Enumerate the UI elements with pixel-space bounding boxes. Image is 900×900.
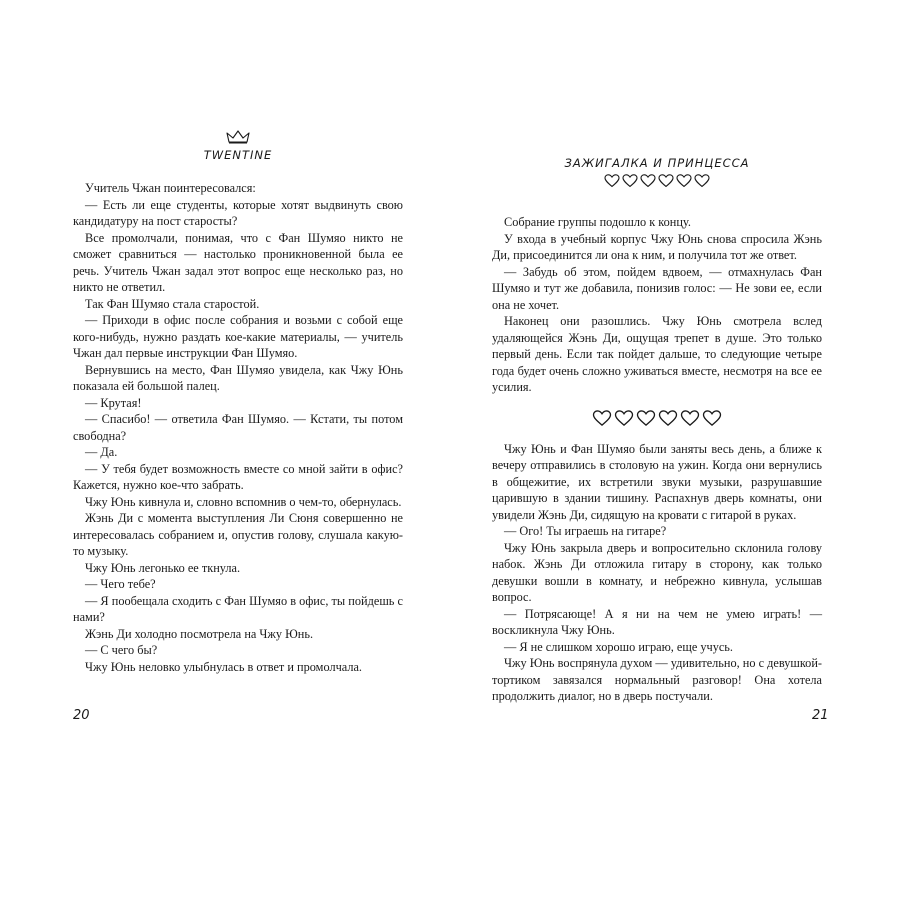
paragraph: Чжу Юнь кивнула и, словно вспомнив о чем-то, обернулась. — [85, 494, 402, 509]
heart-icon — [636, 410, 656, 427]
paragraph: — Забудь об этом, пойдем вдвоем, — отмахнулась Фан Шумяо и тут же добавила, понизив голос: — Не зови ее, если она не хочет. — [492, 264, 822, 312]
paragraph: Жэнь Ди холодно посмотрела на Чжу Юнь. — [85, 626, 314, 641]
page-number-right: 21 — [812, 708, 829, 723]
heart-icon — [614, 410, 634, 427]
heart-icon — [694, 174, 710, 188]
paragraph: Учитель Чжан поинтересовался: — [85, 181, 256, 195]
left-header-title: TWENTINE — [203, 148, 273, 162]
right-body-text-bottom — [492, 441, 822, 705]
heart-icon — [702, 410, 722, 427]
paragraph: Чжу Юнь и Фан Шумяо были заняты весь день, а ближе к вечеру отправились в столовую на ужин. Когда они вернулись в общежитие, их встретили звуки музыки, разрушавшие царившую в здании тишину. Распахнув дверь комнаты, они увидели Жэнь Ди, сидящую на кровати с гитарой в руках. — [492, 441, 822, 522]
paragraph: — Я не слишком хорошо играю, еще учусь. — [504, 639, 733, 654]
heart-icon — [640, 174, 656, 188]
paragraph: — С чего бы? — [85, 643, 158, 657]
paragraph: Вернувшись на место, Фан Шумяо увидела, как Чжу Юнь показала ей большой палец. — [73, 362, 403, 393]
paragraph: — Я пообещала сходить с Фан Шумяо в офис, ты пойдешь с нами? — [73, 593, 403, 624]
paragraph: — Чего тебе? — [85, 577, 156, 591]
heart-icon — [658, 410, 678, 427]
paragraph: Жэнь Ди с момента выступления Ли Сюня совершенно не интересовалась собранием и, опустив голову, слушала какую-то музыку. — [73, 511, 403, 558]
paragraph: Чжу Юнь легонько ее ткнула. — [85, 560, 241, 575]
right-running-header — [492, 156, 822, 208]
paragraph: Так Фан Шумяо стала старостой. — [85, 296, 260, 311]
left-running-header — [73, 130, 403, 172]
paragraph: — Приходи в офис после собрания и возьми с собой еще кого-нибудь, нужно раздать кое-какие материалы, — учитель Чжан дал первые инструкции Фан Шумяо. — [73, 313, 403, 360]
paragraph: Чжу Юнь воспрянула духом — удивительно, но с девушкой-тортиком завязался нормальный разговор! Она хотела продолжить диалог, но в дверь постучали. — [492, 656, 822, 703]
right-header-title: ЗАЖИГАЛКА И ПРИНЦЕССА — [564, 156, 750, 170]
paragraph: Собрание группы подошло к концу. — [504, 215, 691, 229]
heart-icon — [622, 174, 638, 188]
heart-icon — [680, 410, 700, 427]
crown-icon — [226, 130, 250, 144]
paragraph: Все промолчали, понимая, что с Фан Шумяо никто не сможет сравниться — настолько проникновенной была ее речь. Учитель Чжан задал этот вопрос еще несколько раз, но никто не ответил. — [73, 230, 403, 294]
heart-icon — [676, 174, 692, 188]
paragraph: Чжу Юнь неловко улыбнулась в ответ и промолчала. — [85, 659, 363, 674]
paragraph: — Да. — [85, 445, 118, 459]
section-divider-hearts — [492, 410, 822, 427]
paragraph: Наконец они разошлись. Чжу Юнь смотрела вслед удаляющейся Жэнь Ди, ощущая трепет в душе. Это только первый день. Если так пойдет дальше, то следующие четыре года будет очень сложно уживаться вместе, несмотря на все ее усилия. — [492, 314, 822, 394]
paragraph: — Крутая! — [85, 395, 142, 410]
right-body-text-top — [492, 214, 822, 396]
paragraph: — Спасибо! — ответила Фан Шумяо. — Кстати, ты потом свободна? — [73, 412, 403, 443]
page-number-left: 20 — [73, 708, 90, 723]
paragraph: — Ого! Ты играешь на гитаре? — [504, 524, 667, 538]
left-page — [73, 130, 403, 675]
header-hearts — [492, 174, 822, 188]
heart-icon — [658, 174, 674, 188]
right-page — [492, 130, 822, 705]
heart-icon — [604, 174, 620, 188]
paragraph: — У тебя будет возможность вместе со мной зайти в офис? Кажется, нужно кое-что забрать. — [73, 461, 403, 492]
paragraph: — Потрясающе! А я ни на чем не умею играть! — воскликнула Чжу Юнь. — [492, 606, 822, 637]
paragraph: Чжу Юнь закрыла дверь и вопросительно склонила голову набок. Жэнь Ди отложила гитару в сторону, как только девушки вошли в комнату, и небрежно кивнула, услышав вопрос. — [492, 540, 822, 604]
paragraph: — Есть ли еще студенты, которые хотят выдвинуть свою кандидатуру на пост старосты? — [73, 197, 403, 228]
paragraph: У входа в учебный корпус Чжу Юнь снова спросила Жэнь Ди, присоединится ли она к ним, и получила тот же ответ. — [492, 231, 822, 262]
left-body-text — [73, 180, 403, 675]
heart-icon — [592, 410, 612, 427]
